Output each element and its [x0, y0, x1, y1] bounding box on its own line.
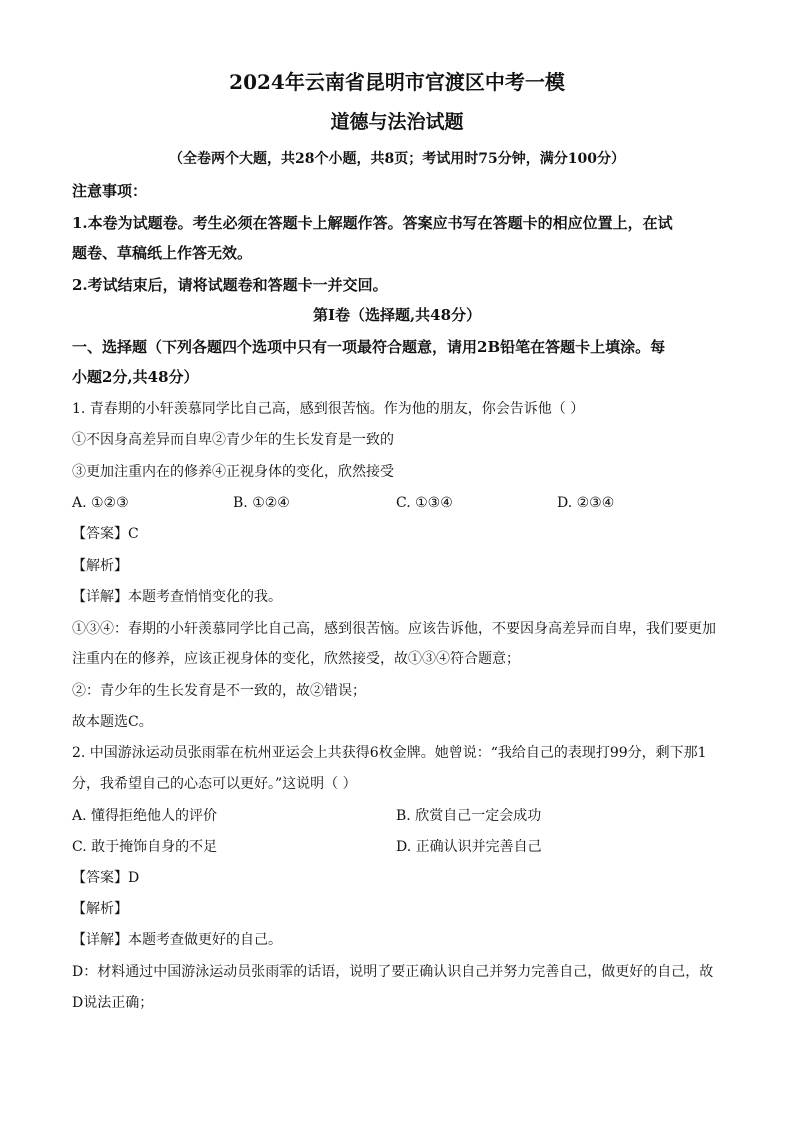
q2-explanation-1-line-1: D：材料通过中国游泳运动员张雨霏的话语，说明了要正确认识自己并努力完善自己，做更好的自己，故 [72, 964, 714, 980]
section-heading-line-2: 小题2分,共48分） [72, 368, 199, 386]
q2-answer: 【答案】D [72, 870, 140, 886]
q2-explanation-1-line-2: D说法正确； [72, 995, 154, 1011]
q2-option-c: C. 敢于掩饰自身的不足 [72, 839, 218, 855]
notes-item-1-line-1: 1.本卷为试题卷。考生必须在答题卡上解题作答。答案应书写在答题卡的相应位置上，在试 [72, 214, 673, 232]
q1-answer: 【答案】C [72, 526, 139, 542]
notes-item-2: 2.考试结束后，请将试题卷和答题卡一并交回。 [72, 276, 388, 294]
q1-explanation-2: ②：青少年的生长发育是不一致的，故②错误； [72, 683, 366, 699]
q1-explanation-1-line-2: 注重内在的修养，应该正视身体的变化，欣然接受，故①③④符合题意； [72, 651, 520, 667]
q2-option-d: D. 正确认识并完善自己 [396, 839, 542, 855]
q2-analysis-label: 【解析】 [72, 901, 128, 917]
q2-detail: 【详解】本题考查做更好的自己。 [72, 932, 282, 948]
q2-option-a: A. 懂得拒绝他人的评价 [72, 808, 218, 824]
q1-option-b: B. ①②④ [233, 495, 290, 511]
q1-conclusion: 故本题选C。 [72, 714, 153, 730]
notes-item-1-line-2: 题卷、草稿纸上作答无效。 [72, 244, 253, 262]
q1-detail: 【详解】本题考查悄悄变化的我。 [72, 589, 282, 605]
exam-title: 2024年云南省昆明市官渡区中考一模 [229, 70, 565, 94]
q2-option-b: B. 欣赏自己一定会成功 [396, 808, 542, 824]
exam-info: （全卷两个大题，共28个小题，共8页；考试用时75分钟，满分100分） [169, 151, 625, 167]
section-heading-line-1: 一、选择题（下列各题四个选项中只有一项最符合题意，请用2B铅笔在答题卡上填涂。每 [72, 338, 666, 356]
q1-option-a: A. ①②③ [72, 495, 129, 511]
q1-option-c: C. ①③④ [396, 495, 453, 511]
q1-statements-1: ①不因身高差异而自卑②青少年的生长发育是一致的 [72, 432, 394, 448]
q1-option-d: D. ②③④ [557, 495, 615, 511]
q1-statements-2: ③更加注重内在的修养④正视身体的变化，欣然接受 [72, 464, 394, 480]
q1-stem: 1. 青春期的小轩羡慕同学比自己高，感到很苦恼。作为他的朋友，你会告诉他（ ） [72, 401, 585, 417]
exam-subject: 道德与法治试题 [330, 111, 464, 133]
q1-analysis-label: 【解析】 [72, 558, 128, 574]
volume-title: 第Ⅰ卷（选择题,共48分） [312, 306, 482, 324]
q2-stem-line-2: 分，我希望自己的心态可以更好。”这说明（ ） [72, 776, 357, 792]
q1-explanation-1-line-1: ①③④：春期的小轩羡慕同学比自己高，感到很苦恼。应该告诉他，不要因身高差异而自卑，我们要更加 [72, 621, 716, 637]
q2-stem-line-1: 2. 中国游泳运动员张雨霏在杭州亚运会上共获得6枚金牌。她曾说：“我给自己的表现打99分，剩下那1 [72, 745, 707, 761]
notes-heading: 注意事项： [72, 182, 148, 200]
